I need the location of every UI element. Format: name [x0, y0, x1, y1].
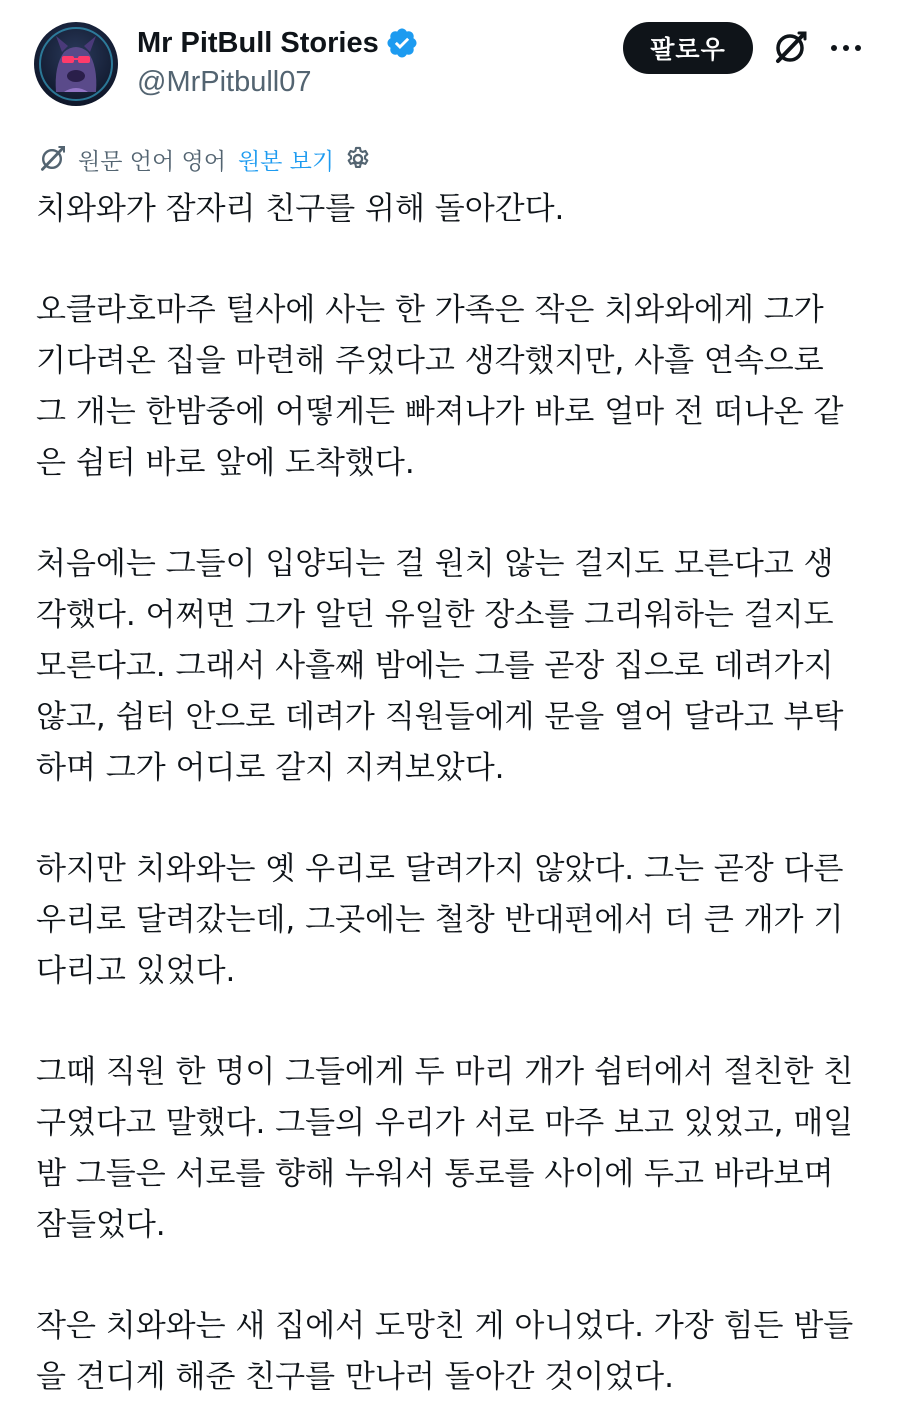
post-line: 않고, 쉼터 안으로 데려가 직원들에게 문을 열어 달라고 부탁 [36, 699, 844, 735]
post-paragraph-2 [36, 285, 876, 489]
post-line: 잠들었다. [36, 1207, 166, 1243]
post-line: 구였다고 말했다. 그들의 우리가 서로 마주 보고 있었고, 매일 [36, 1105, 854, 1141]
post-paragraph-3 [36, 539, 876, 794]
author-handle[interactable]: @MrPitbull07 [137, 66, 312, 98]
verified-badge-icon [385, 26, 419, 60]
post-line: 작은 치와와는 새 집에서 도망친 게 아니었다. 가장 힘든 밤들 [36, 1308, 854, 1344]
post-line: 모른다고. 그래서 사흘째 밤에는 그를 곧장 집으로 데려가지 [36, 648, 834, 684]
post-paragraph-6 [36, 1301, 876, 1403]
post-line: 은 쉼터 바로 앞에 도착했다. [36, 445, 415, 481]
post-line: 치와와가 잠자리 친구를 위해 돌아간다. [36, 191, 565, 227]
translation-bar [36, 141, 372, 177]
more-icon[interactable] [826, 30, 866, 66]
post-line: 각했다. 어쩌면 그가 알던 유일한 장소를 그리워하는 걸지도 [36, 597, 834, 633]
gear-icon[interactable] [344, 145, 372, 173]
post-header [0, 0, 900, 130]
post-text [36, 184, 876, 1403]
post-line: 다리고 있었다. [36, 953, 236, 989]
post-paragraph-1 [36, 184, 876, 235]
post-paragraph-4 [36, 844, 876, 997]
avatar[interactable] [34, 22, 118, 106]
author-name-row [137, 24, 419, 62]
post-line: 오클라호마주 털사에 사는 한 가족은 작은 치와와에게 그가 [36, 292, 824, 328]
post-line: 우리로 달려갔는데, 그곳에는 철창 반대편에서 더 큰 개가 기 [36, 902, 844, 938]
post-line: 그때 직원 한 명이 그들에게 두 마리 개가 쉼터에서 절친한 친 [36, 1054, 854, 1090]
pitbull-avatar-icon [34, 22, 118, 106]
post-line: 하지만 치와와는 옛 우리로 달려가지 않았다. 그는 곧장 다른 [36, 851, 844, 887]
grok-translate-icon [36, 143, 68, 175]
post-line: 밤 그들은 서로를 향해 누워서 통로를 사이에 두고 바라보며 [36, 1156, 834, 1192]
post-line: 을 견디게 해준 친구를 만나러 돌아간 것이었다. [36, 1359, 674, 1395]
post-line: 처음에는 그들이 입양되는 걸 원치 않는 걸지도 모른다고 생 [36, 546, 834, 582]
post-line: 그 개는 한밤중에 어떻게든 빠져나가 바로 얼마 전 떠나온 같 [36, 394, 844, 430]
follow-button[interactable]: 팔로우 [623, 22, 753, 74]
grok-icon[interactable] [770, 28, 810, 68]
translation-source-text: 원문 언어 영어 [78, 148, 226, 175]
view-original-link[interactable]: 원본 보기 [237, 148, 335, 175]
post-line: 하며 그가 어디로 갈지 지켜보았다. [36, 750, 505, 786]
post-line: 기다려온 집을 마련해 주었다고 생각했지만, 사흘 연속으로 [36, 343, 824, 379]
author-display-name[interactable]: Mr PitBull Stories [137, 26, 379, 59]
post-paragraph-5 [36, 1047, 876, 1251]
